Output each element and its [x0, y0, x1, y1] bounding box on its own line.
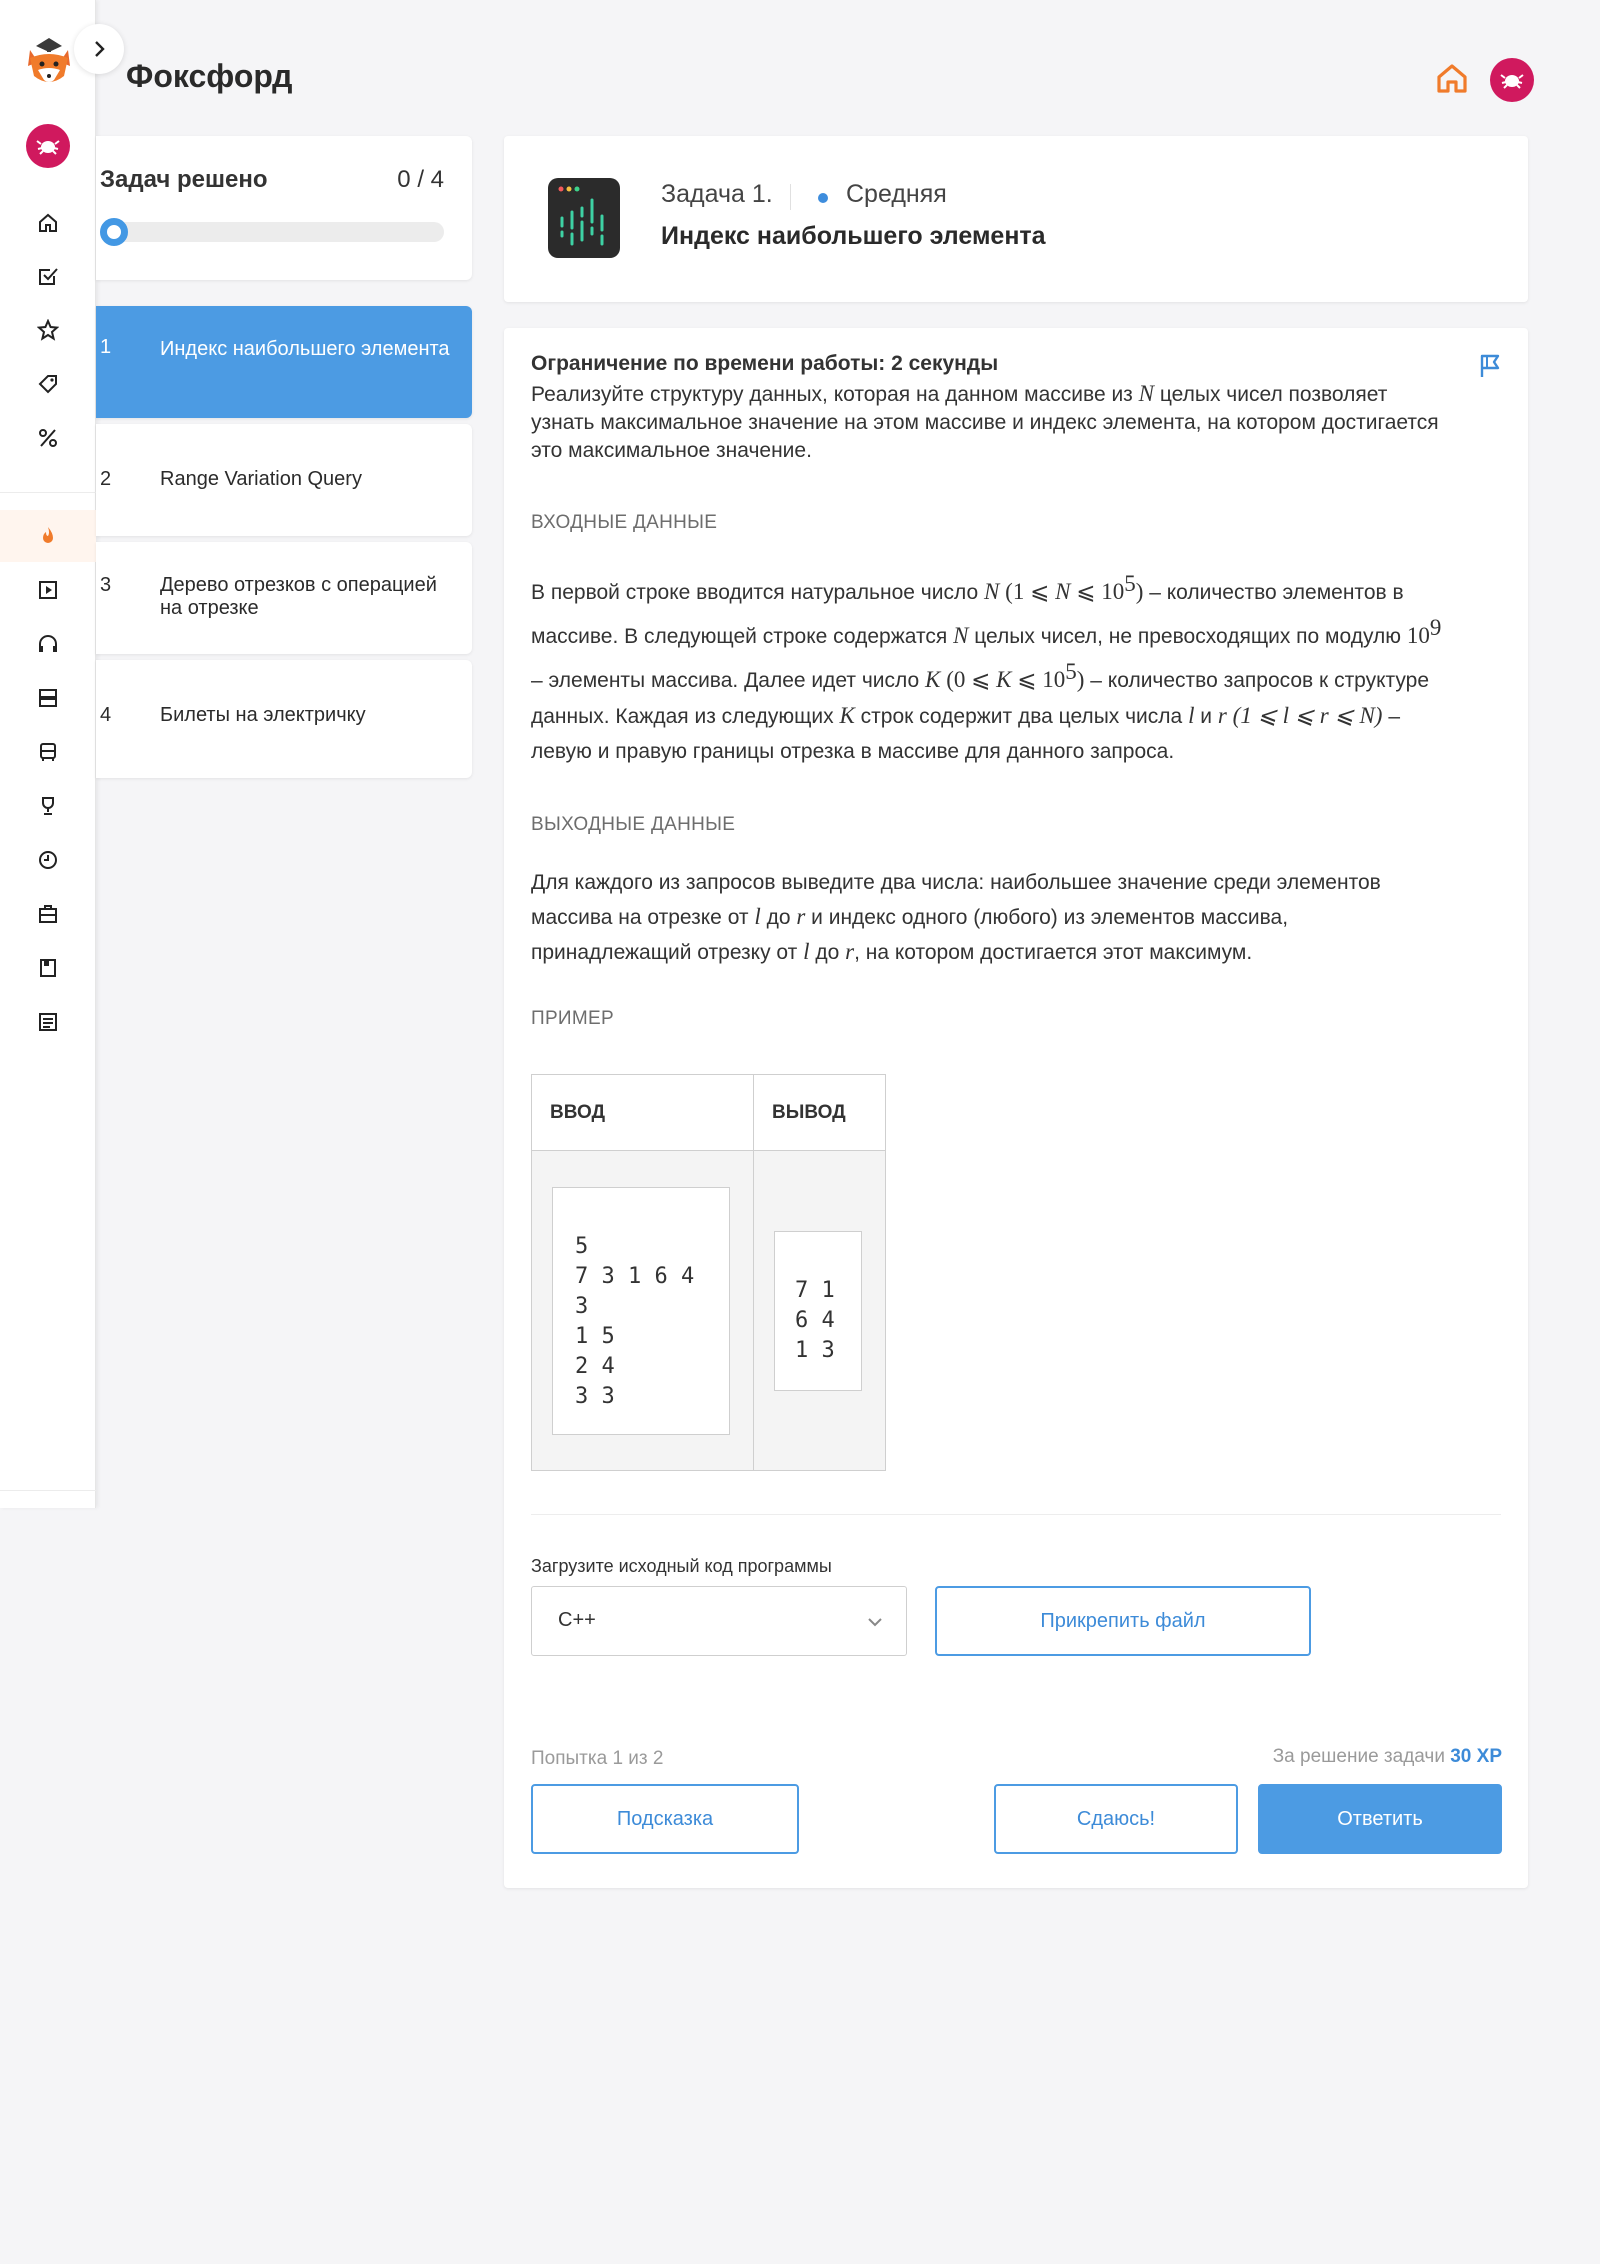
example-table — [531, 1074, 886, 1471]
header-divider — [790, 184, 791, 210]
progress-card — [96, 136, 472, 280]
hint-button[interactable]: Подсказка — [531, 1784, 799, 1854]
profile-avatar[interactable] — [1490, 58, 1534, 102]
difficulty-label: Средняя — [846, 180, 947, 208]
trophy-nav-icon[interactable] — [32, 790, 64, 822]
give-up-button[interactable]: Сдаюсь! — [994, 1784, 1238, 1854]
layers-nav-icon[interactable] — [32, 682, 64, 714]
task-name: Индекс наибольшего элемента — [160, 338, 450, 360]
list-nav-icon[interactable] — [32, 1006, 64, 1038]
task-header-card — [504, 136, 1528, 302]
task-number: 3 — [100, 574, 112, 596]
example-output-box: 7 1 6 4 1 3 — [774, 1231, 862, 1391]
example-input-header: ВВОД — [532, 1075, 754, 1151]
input-section-header: ВХОДНЫЕ ДАННЫЕ — [531, 512, 718, 533]
reward-text: За решение задачи 30 XP — [1272, 1746, 1502, 1767]
foxford-logo-icon[interactable] — [24, 32, 74, 88]
briefcase-nav-icon[interactable] — [32, 898, 64, 930]
task-number: 1 — [100, 336, 112, 358]
upload-label: Загрузите исходный код программы — [531, 1556, 832, 1576]
task-list-item-1[interactable] — [96, 306, 472, 418]
task-name: Range Variation Query — [160, 468, 362, 490]
input-description: В первой строке вводится натуральное число N (1 ⩽ N ⩽ $10^5$) – количество элементов в массиве. В следующей строке содержатся N целых чисел, не превосходящих по модулю $10^9$ – элементы массива. Далее идет число K (0 ⩽ K ⩽ $10^5$) – количество запросов к структуре данных. Каждая из следующих K строк содержит два целых числа l и r (1 ⩽ l ⩽ r ⩽ N) – левую и правую границы отрезка в массиве для данного запроса. — [531, 571, 1442, 763]
task-number: 4 — [100, 704, 112, 726]
attach-file-button[interactable]: Прикрепить файл — [935, 1586, 1311, 1656]
example-section-header: ПРИМЕР — [531, 1008, 614, 1029]
example-input-box: 5 7 3 1 6 4 3 1 5 2 4 3 3 — [552, 1187, 730, 1435]
percent-nav-icon[interactable] — [32, 422, 64, 454]
flame-nav-icon[interactable] — [32, 520, 64, 552]
reward-xp: 30 XP — [1450, 1746, 1502, 1767]
home-nav-icon[interactable] — [32, 207, 64, 239]
task-list-item-4[interactable] — [96, 660, 472, 778]
language-value: C++ — [558, 1609, 596, 1631]
section-divider — [531, 1514, 1501, 1515]
task-code-icon — [548, 178, 620, 258]
star-nav-icon[interactable] — [32, 314, 64, 346]
task-list-item-3[interactable] — [96, 542, 472, 654]
expand-sidebar-button[interactable] — [74, 24, 124, 74]
rail-bottom-divider — [0, 1490, 96, 1491]
play-nav-icon[interactable] — [32, 574, 64, 606]
intro-paragraph: Реализуйте структуру данных, которая на данном массиве из N целых чисел позволяет узнать максимальное значение на этом массиве и индекс элемента, на котором достигается это максимальное значение. — [531, 381, 1439, 462]
home-icon[interactable] — [1434, 60, 1470, 96]
report-flag-icon[interactable] — [1476, 352, 1504, 380]
brand-title: Фоксфорд — [126, 58, 293, 94]
output-section-header: ВЫХОДНЫЕ ДАННЫЕ — [531, 814, 736, 835]
progress-label: Задач решено — [100, 166, 268, 193]
chevron-right-icon — [92, 40, 106, 58]
task-list-item-2[interactable] — [96, 424, 472, 536]
language-select[interactable] — [531, 1586, 907, 1656]
example-output-cell — [754, 1151, 886, 1471]
tag-nav-icon[interactable] — [32, 368, 64, 400]
task-name: Дерево отрезков с операцией на отрезке — [160, 574, 437, 619]
checkbox-nav-icon[interactable] — [32, 260, 64, 292]
chevron-down-icon — [866, 1613, 884, 1631]
task-statement-card — [504, 328, 1528, 1888]
headphones-nav-icon[interactable] — [32, 628, 64, 660]
rail-divider — [0, 492, 96, 493]
task-number-label: Задача 1. — [661, 180, 773, 208]
attempt-counter: Попытка 1 из 2 — [531, 1748, 664, 1769]
time-limit: Ограничение по времени работы: 2 секунды — [531, 352, 999, 375]
progress-track — [100, 222, 444, 242]
progress-knob — [100, 218, 128, 246]
notebook-nav-icon[interactable] — [32, 952, 64, 984]
answer-button[interactable]: Ответить — [1258, 1784, 1502, 1854]
example-output-header: ВЫВОД — [754, 1075, 886, 1151]
output-description: Для каждого из запросов выведите два числа: наибольшее значение среди элементов массива на отрезке от l до r и индекс одного (любого) из элементов массива, принадлежащий отрезку от l до r, на котором достигается этот максимум. — [531, 871, 1381, 964]
difficulty-dot-icon — [818, 193, 828, 203]
bus-nav-icon[interactable] — [32, 736, 64, 768]
clock-nav-icon[interactable] — [32, 844, 64, 876]
user-avatar[interactable] — [26, 124, 70, 168]
task-name: Билеты на электричку — [160, 704, 366, 726]
example-input-cell — [532, 1151, 754, 1471]
left-nav-rail — [0, 0, 96, 1508]
task-title: Индекс наибольшего элемента — [661, 222, 1046, 250]
progress-count: 0 / 4 — [397, 166, 444, 193]
task-number: 2 — [100, 468, 112, 490]
